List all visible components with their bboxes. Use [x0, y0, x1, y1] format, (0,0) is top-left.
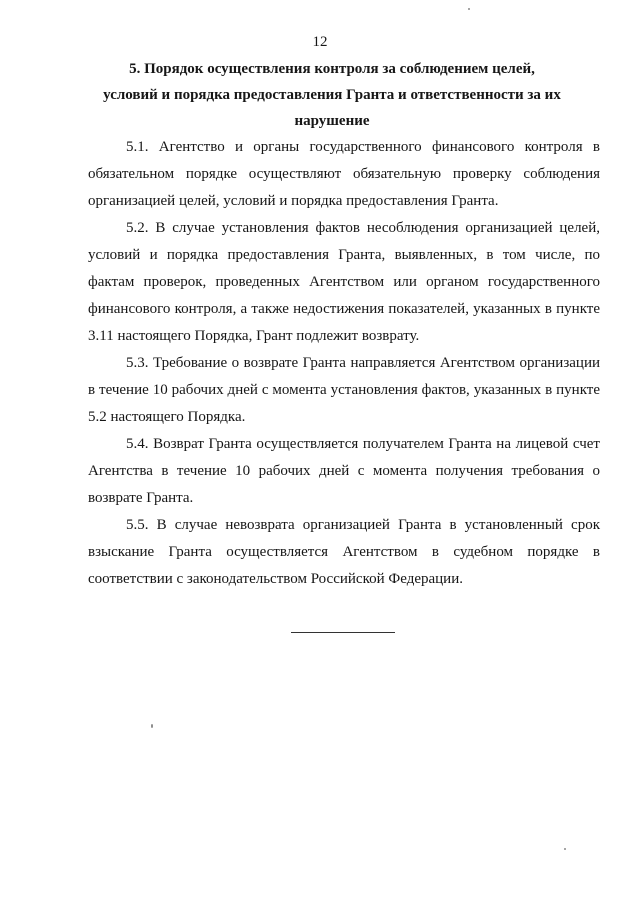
scan-speck [564, 848, 566, 850]
paragraph-5-4: 5.4. Возврат Гранта осуществляется получателем Гранта на лицевой счет Агентства в течение 10 рабочих дней с момента получения требования о возврате Гранта. [88, 436, 600, 506]
paragraph-5-1: 5.1. Агентство и органы государственного финансового контроля в обязательном порядке осуществляют обязательную проверку соблюдения организацией целей, условий и порядка предоставления Гранта. [88, 139, 600, 209]
section-body [88, 134, 600, 593]
page-number: 12 [312, 34, 328, 50]
section-heading-line-1: 5. Порядок осуществления контроля за соблюдением целей, [129, 61, 535, 77]
scan-speck [468, 8, 470, 10]
paragraph-5-2: 5.2. В случае установления фактов несоблюдения организацией целей, условий и порядка предоставления Гранта, выявленных, в том числе, по фактам проверок, проведенных Агентством или органом государственного финансового контроля, а также недостижения показателей, указанных в пункте 3.11 настоящего Порядка, Грант подлежит возврату. [88, 220, 600, 344]
end-divider-line [291, 632, 395, 633]
section-heading-line-2: условий и порядка предоставления Гранта и ответственности за их [103, 87, 561, 103]
paragraph-5-3: 5.3. Требование о возврате Гранта направляется Агентством организации в течение 10 рабочих дней с момента установления фактов, указанных в пункте 5.2 настоящего Порядка. [88, 355, 600, 425]
paragraph-5-5: 5.5. В случае невозврата организацией Гранта в установленный срок взыскание Гранта осуществляется Агентством в судебном порядке в соответствии с законодательством Российской Федерации. [88, 517, 600, 587]
section-heading [82, 56, 582, 134]
scan-speck [151, 724, 153, 728]
section-heading-line-3: нарушение [294, 113, 370, 129]
